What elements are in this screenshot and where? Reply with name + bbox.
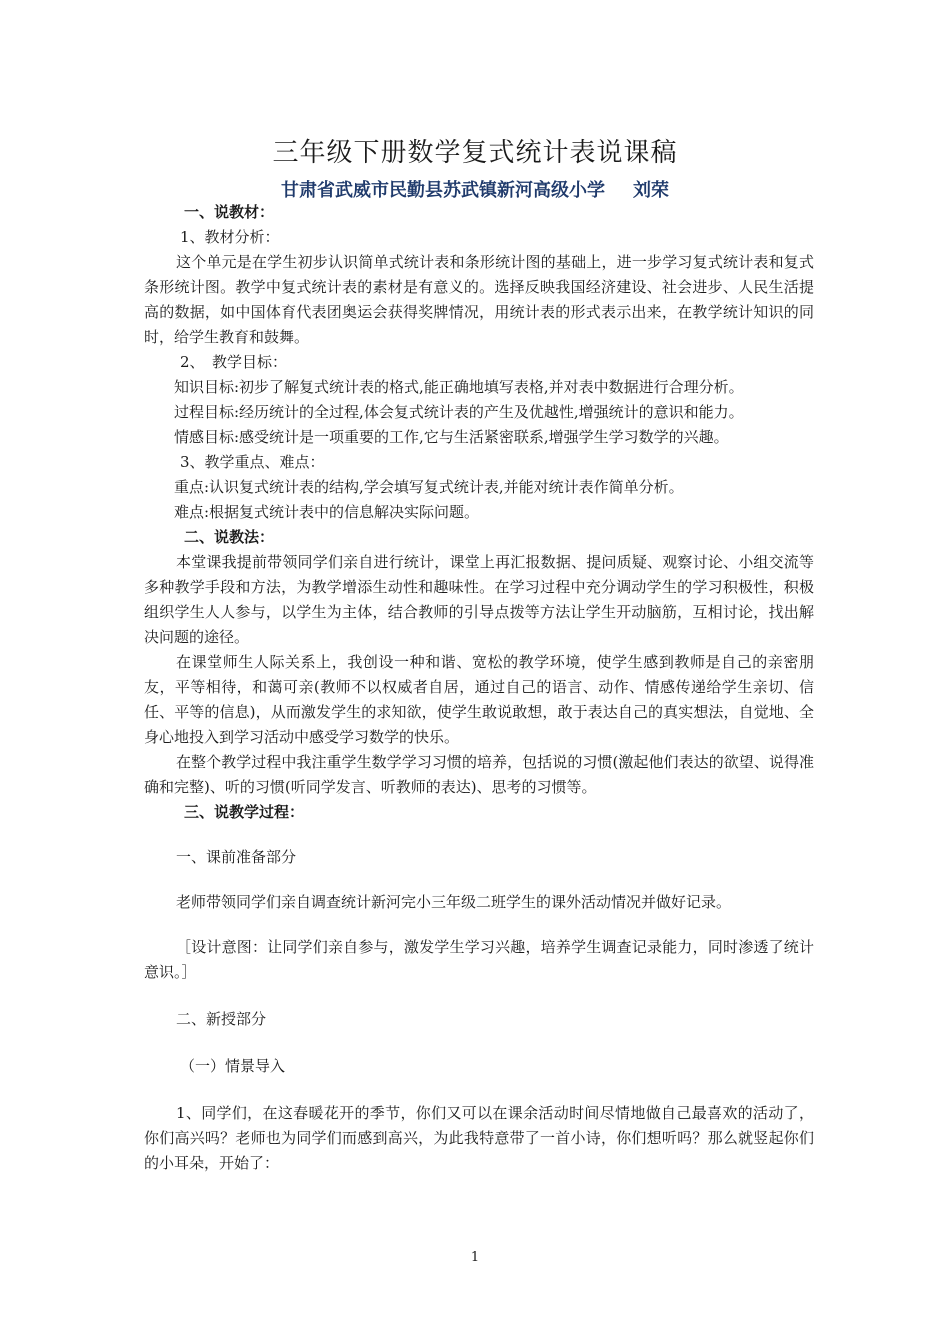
part-scene-intro: （一）情景导入 bbox=[180, 1057, 286, 1075]
page-number: 1 bbox=[470, 1250, 480, 1265]
paragraph-method-3: 在整个教学过程中我注重学生数学学习习惯的培养，包括说的习惯(激起他们表达的欲望、说得准确和完整)、听的习惯(听同学发言、听教师的表达)、思考的习惯等。 bbox=[144, 753, 814, 796]
paragraph-method-1: 本堂课我提前带领同学们亲自进行统计，课堂上再汇报数据、提问质疑、观察讨论、小组交流等多种教学手段和方法，为教学增添生动性和趣味性。在学习过程中充分调动学生的学习积极性，积极组织学生人人参与，以学生为主体，结合教师的引导点拨等方法让学生开动脑筋，互相讨论，找出解决问题的途径。 bbox=[144, 553, 814, 646]
section-heading-2: 二、说教法： bbox=[184, 528, 275, 546]
key-point: 重点:认识复式统计表的结构,学会填写复式统计表,并能对统计表作简单分析。 bbox=[174, 478, 684, 496]
section-heading-1: 一、说教材： bbox=[184, 203, 275, 221]
goal-process: 过程目标:经历统计的全过程,体会复式统计表的产生及优越性,增强统计的意识和能力。 bbox=[174, 403, 744, 421]
author-school: 甘肃省武威市民勤县苏武镇新河高级小学 bbox=[281, 180, 605, 201]
paragraph-design-intent: ［设计意图：让同学们亲自参与，激发学生学习兴趣，培养学生调查记录能力，同时渗透了统计意识。］ bbox=[144, 938, 814, 981]
paragraph-material-analysis: 这个单元是在学生初步认识简单式统计表和条形统计图的基础上，进一步学习复式统计表和复式条形统计图。教学中复式统计表的素材是有意义的。选择反映我国经济建设、社会进步、人民生活提高的数据，如中国体育代表团奥运会获得奖牌情况，用统计表的形式表示出来，在教学统计知识的同时，给学生教育和鼓舞。 bbox=[144, 253, 814, 346]
subheading-key-points: 3、教学重点、难点： bbox=[180, 453, 325, 471]
goal-emotion: 情感目标:感受统计是一项重要的工作,它与生活紧密联系,增强学生学习数学的兴趣。 bbox=[174, 428, 729, 446]
part-preparation: 一、课前准备部分 bbox=[176, 848, 297, 866]
author-line bbox=[0, 176, 950, 202]
subheading-teaching-goals: 2、 教学目标： bbox=[180, 353, 288, 371]
subheading-material-analysis: 1、教材分析： bbox=[180, 228, 280, 246]
author-name: 刘荣 bbox=[633, 180, 669, 201]
paragraph-method-2: 在课堂师生人际关系上，我创设一种和谐、宽松的教学环境，使学生感到教师是自己的亲密朋友，平等相待，和蔼可亲(教师不以权威者自居，通过自己的语言、动作、情感传递给学生亲切、信任、平等的信息)，从而激发学生的求知欲，使学生敢说敢想，敢于表达自己的真实想法，自觉地、全身心地投入到学习活动中感受学习数学的快乐。 bbox=[144, 653, 814, 746]
paragraph-preparation: 老师带领同学们亲自调查统计新河完小三年级二班学生的课外活动情况并做好记录。 bbox=[176, 893, 732, 911]
section-heading-3: 三、说教学过程： bbox=[184, 803, 305, 821]
difficult-point: 难点:根据复式统计表中的信息解决实际问题。 bbox=[174, 503, 480, 521]
paragraph-scene-intro: 1、同学们，在这春暖花开的季节，你们又可以在课余活动时间尽情地做自己最喜欢的活动了，你们高兴吗？老师也为同学们而感到高兴，为此我特意带了一首小诗，你们想听吗？那么就竖起你们的小耳朵，开始了： bbox=[144, 1104, 814, 1172]
part-new-lesson: 二、新授部分 bbox=[176, 1010, 267, 1028]
document-body bbox=[144, 200, 814, 1176]
goal-knowledge: 知识目标:初步了解复式统计表的格式,能正确地填写表格,并对表中数据进行合理分析。 bbox=[174, 378, 744, 396]
document-title: 三年级下册数学复式统计表说课稿 bbox=[272, 138, 678, 168]
